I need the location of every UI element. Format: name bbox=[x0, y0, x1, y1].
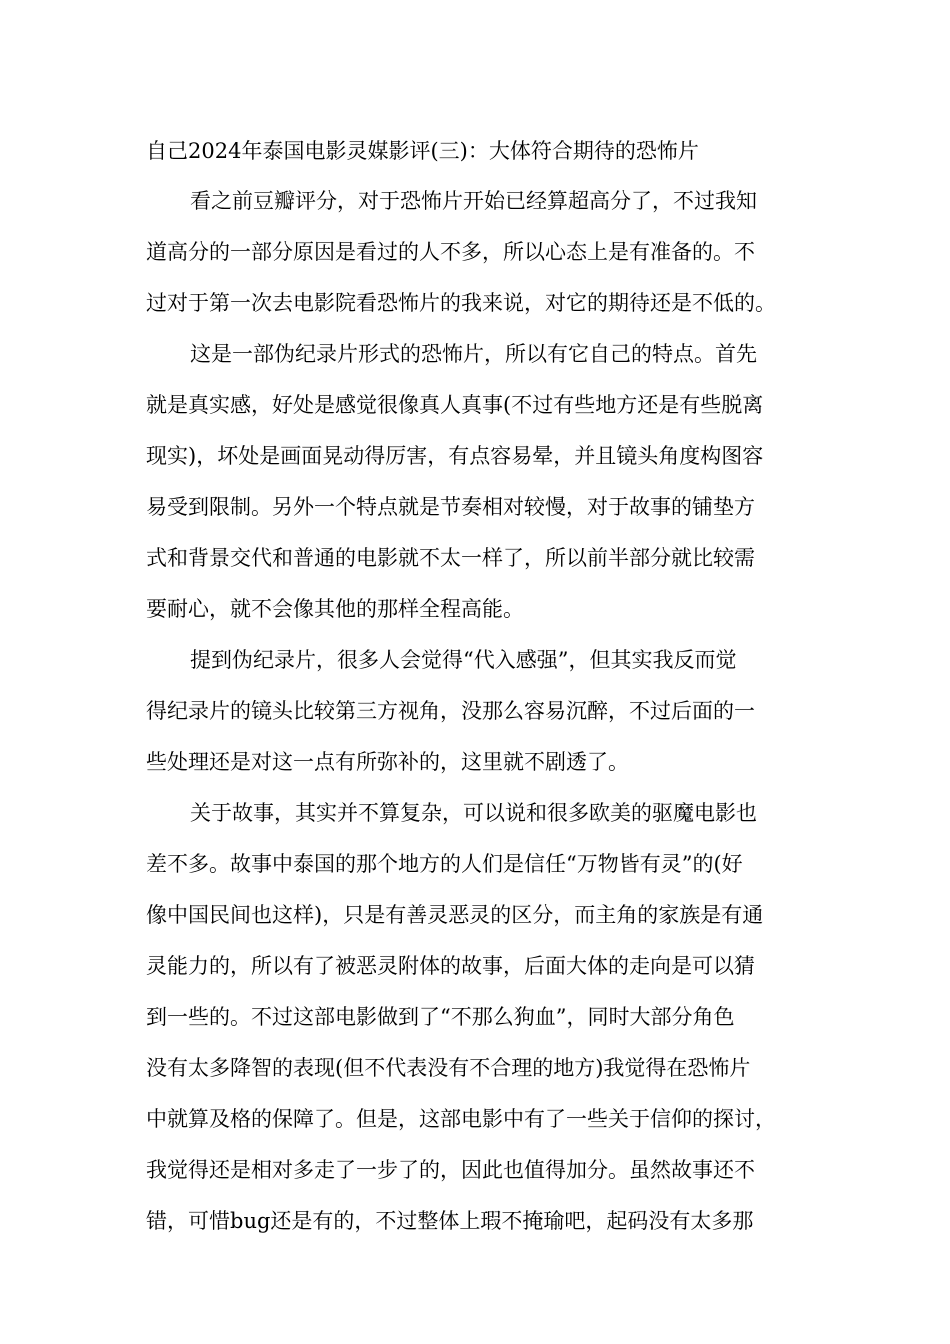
paragraph-line: 中就算及格的保障了。但是，这部电影中有了一些关于信仰的探讨， bbox=[146, 1107, 776, 1131]
paragraph-line: 得纪录片的镜头比较第三方视角，没那么容易沉醉，不过后面的一 bbox=[146, 699, 755, 723]
paragraph-line: 易受到限制。另外一个特点就是节奏相对较慢，对于故事的铺垫方 bbox=[146, 495, 755, 519]
paragraph-line: 关于故事，其实并不算复杂，可以说和很多欧美的驱魔电影也 bbox=[190, 801, 757, 825]
paragraph-line: 要耐心，就不会像其他的那样全程高能。 bbox=[146, 597, 524, 621]
paragraph-line: 到一些的。不过这部电影做到了“不那么狗血”，同时大部分角色 bbox=[146, 1005, 735, 1029]
paragraph-line: 这是一部伪纪录片形式的恐怖片，所以有它自己的特点。首先 bbox=[190, 342, 757, 366]
paragraph-line: 我觉得还是相对多走了一步了的，因此也值得加分。虽然故事还不 bbox=[146, 1158, 755, 1182]
document-title: 自己2024年泰国电影灵媒影评(三)：大体符合期待的恐怖片 bbox=[146, 139, 699, 163]
paragraph-line: 就是真实感，好处是感觉很像真人真事(不过有些地方还是有些脱离 bbox=[146, 393, 764, 417]
paragraph-line: 些处理还是对这一点有所弥补的，这里就不剧透了。 bbox=[146, 750, 629, 774]
paragraph-line: 式和背景交代和普通的电影就不太一样了，所以前半部分就比较需 bbox=[146, 546, 755, 570]
paragraph-line: 道高分的一部分原因是看过的人不多，所以心态上是有准备的。不 bbox=[146, 240, 755, 264]
paragraph-line: 过对于第一次去电影院看恐怖片的我来说，对它的期待还是不低的。 bbox=[146, 291, 776, 315]
paragraph-line: 错，可惜bug还是有的，不过整体上瑕不掩瑜吧，起码没有太多那 bbox=[146, 1209, 754, 1233]
paragraph-line: 看之前豆瓣评分，对于恐怖片开始已经算超高分了，不过我知 bbox=[190, 189, 757, 213]
paragraph-line: 灵能力的，所以有了被恶灵附体的故事，后面大体的走向是可以猜 bbox=[146, 954, 755, 978]
paragraph-line: 提到伪纪录片，很多人会觉得“代入感强”，但其实我反而觉 bbox=[190, 648, 737, 672]
paragraph-line: 现实)，坏处是画面晃动得厉害，有点容易晕，并且镜头角度构图容 bbox=[146, 444, 764, 468]
paragraph-line: 像中国民间也这样)，只是有善灵恶灵的区分，而主角的家族是有通 bbox=[146, 903, 764, 927]
paragraph-line: 差不多。故事中泰国的那个地方的人们是信任“万物皆有灵”的(好 bbox=[146, 852, 743, 876]
paragraph-line: 没有太多降智的表现(但不代表没有不合理的地方)我觉得在恐怖片 bbox=[146, 1056, 751, 1080]
